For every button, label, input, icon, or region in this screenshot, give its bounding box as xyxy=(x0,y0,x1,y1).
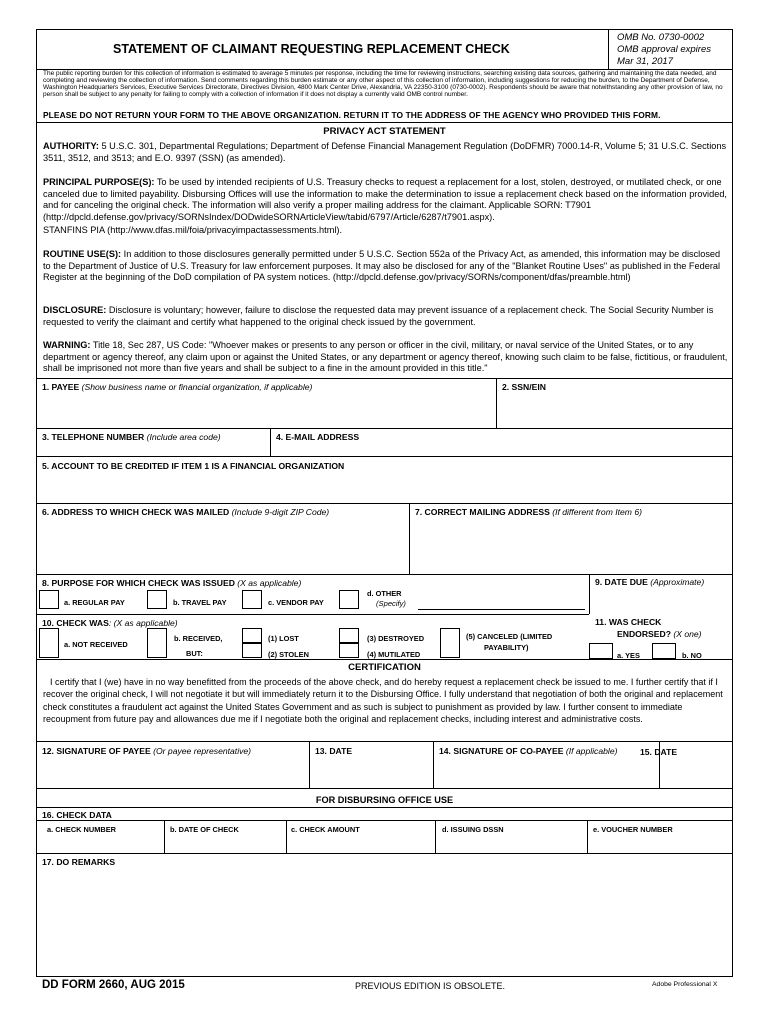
payee-signature-label: 12. SIGNATURE OF PAYEE (Or payee representative) xyxy=(42,746,252,756)
burden-statement: The public reporting burden for this collection of information is estimated to average 5 minutes per response, including the time for reviewing instructions, searching existing data sources, gathering and maintaining the data needed, and completing and reviewing the collection of information. Send comments regarding this burden estimate or any other aspect of this collection of information, including suggestions for reducing the burden, to the Department of Defense, Washington Headquarters Services, Executive Services Directorate, Directives Division, 4800 Mark Center Drive, Alexandria, VA 22350-3100 (0730-0002). Respondents should be aware that notwithstanding any other provision of law, no person shall be subject to any penalty for failing to comply with a collection of information if it does not display a currently valid OMB control number. xyxy=(43,70,723,98)
software-credit: Adobe Professional X xyxy=(652,981,718,988)
mailed-address-label: 6. ADDRESS TO WHICH CHECK WAS MAILED (Include 9-digit ZIP Code) xyxy=(42,507,330,517)
telephone-input[interactable] xyxy=(39,443,268,455)
date-15-input[interactable] xyxy=(662,760,729,786)
other-specify-input[interactable] xyxy=(419,592,585,608)
date-13-label: 13. DATE xyxy=(315,746,353,756)
ssn-label: 2. SSN/EIN xyxy=(502,382,546,392)
correct-address-label: 7. CORRECT MAILING ADDRESS (If different from Item 6) xyxy=(415,507,642,517)
endorsed-no-label: b. NO xyxy=(682,651,702,660)
form-id: DD FORM 2660, AUG 2015 xyxy=(42,979,185,991)
endorsed-no-checkbox[interactable] xyxy=(652,643,676,659)
authority-paragraph: AUTHORITY: 5 U.S.C. 301, Departmental Regulations; Department of Defense Financial Management Regulation (DoDFMR) 7000.14-R, Volume 5; 31 U.S.C. Sections 3511, 3512, and 3513; and E.O. 9397 (SSN) (as amended). xyxy=(43,141,727,163)
payee-label: 1. PAYEE (Show business name or financial organization, if applicable) xyxy=(42,382,313,392)
received-but-checkbox[interactable] xyxy=(147,628,167,658)
stolen-label: (2) STOLEN xyxy=(268,650,309,659)
check-number-input[interactable] xyxy=(39,836,162,852)
payee-input[interactable] xyxy=(39,395,494,425)
account-label: 5. ACCOUNT TO BE CREDITED IF ITEM 1 IS A FINANCIAL ORGANIZATION xyxy=(42,461,345,471)
regular-pay-checkbox[interactable] xyxy=(39,590,59,609)
payee-signature-input[interactable] xyxy=(39,760,307,786)
correct-address-input[interactable] xyxy=(412,520,729,572)
certification-text: I certify that I (we) have in no way benefitted from the proceeds of the above check, and do hereby request a replacement check be issued to me. I further certify that if I recover the original check, I will not negotiate it but will immediately return it to the Disbursing Office. I fully understand that negotiation of both the original and replacement check constitutes a fraudulent act against the United States Government and as such is subject to punishment as provided by law. I further consent to immediate recoupment from future pay and allowances due me if I negotiate both the original and replacement checks, including interest and administrative costs. xyxy=(43,677,723,725)
check-number-col: a. CHECK NUMBER xyxy=(47,825,116,834)
date-13-input[interactable] xyxy=(312,760,431,786)
date-15-label: 15. DATE xyxy=(640,747,678,757)
disclosure-paragraph: DISCLOSURE: Disclosure is voluntary; however, failure to disclose the requested data may prevent issuance of a replacement check. The Social Security Number is requested to verify the claimant and certify what happened to the original check issued by the government. xyxy=(43,305,714,327)
vendor-pay-label: c. VENDOR PAY xyxy=(268,598,324,607)
remarks-input[interactable] xyxy=(39,870,729,974)
endorsed-label-2: ENDORSED? (X one) xyxy=(617,629,702,639)
ssn-input[interactable] xyxy=(499,395,729,425)
endorsed-label: 11. WAS CHECK xyxy=(595,617,662,627)
stolen-checkbox[interactable] xyxy=(242,643,262,658)
destroyed-label: (3) DESTROYED xyxy=(367,634,425,643)
issuing-dssn-input[interactable] xyxy=(437,836,585,852)
endorsed-yes-checkbox[interactable] xyxy=(589,643,613,659)
not-received-label: a. NOT RECEIVED xyxy=(64,640,128,649)
received-label: b. RECEIVED, xyxy=(174,634,223,643)
stanfins-line: STANFINS PIA (http://www.dfas.mil/foia/privacyimpactassessments.html). xyxy=(43,225,343,235)
canceled-label: (5) CANCELED (LIMITED xyxy=(466,632,553,641)
date-of-check-input[interactable] xyxy=(166,836,284,852)
check-was-label: 10. CHECK WAS: (X as applicable) xyxy=(42,618,178,628)
check-data-label: 16. CHECK DATA xyxy=(42,810,112,820)
check-amount-input[interactable] xyxy=(288,836,433,852)
obsolete-notice: PREVIOUS EDITION IS OBSOLETE. xyxy=(355,981,506,991)
travel-pay-checkbox[interactable] xyxy=(147,590,167,609)
email-label: 4. E-MAIL ADDRESS xyxy=(276,432,360,442)
omb-date: Mar 31, 2017 xyxy=(617,56,673,67)
warning-paragraph: WARNING: Title 18, Sec 287, US Code: "Whoever makes or presents to any person or officer in the civil, military, or naval service of the United States, or to any department or agency thereof, any claim upon or against the United States, or any department or agency thereof, knowing such claim to be false, fictitious, or fraudulent, shall be imprisoned not more than five years and shall be subject to a fine in the amount provided in this title." xyxy=(43,340,728,374)
omb-number: OMB No. 0730-0002 xyxy=(617,32,705,43)
copayee-signature-label: 14. SIGNATURE OF CO-PAYEE (If applicable) xyxy=(439,746,618,756)
form-frame xyxy=(36,29,733,977)
omb-expires: OMB approval expires xyxy=(617,44,711,55)
remarks-label: 17. DO REMARKS xyxy=(42,857,116,867)
email-input[interactable] xyxy=(273,443,729,455)
received-but-label: BUT: xyxy=(186,649,203,658)
vendor-pay-checkbox[interactable] xyxy=(242,590,262,609)
lost-label: (1) LOST xyxy=(268,634,299,643)
voucher-number-input[interactable] xyxy=(589,836,729,852)
account-input[interactable] xyxy=(39,474,729,502)
voucher-number-col: e. VOUCHER NUMBER xyxy=(593,825,673,834)
issuing-dssn-col: d. ISSUING DSSN xyxy=(442,825,504,834)
payability-label: PAYABILITY) xyxy=(484,643,529,652)
endorsed-yes-label: a. YES xyxy=(617,651,640,660)
mutilated-checkbox[interactable] xyxy=(339,643,359,658)
mailed-address-input[interactable] xyxy=(39,520,407,572)
not-received-checkbox[interactable] xyxy=(39,628,59,658)
telephone-label: 3. TELEPHONE NUMBER (Include area code) xyxy=(42,432,221,442)
canceled-checkbox[interactable] xyxy=(440,628,460,658)
form-title: STATEMENT OF CLAIMANT REQUESTING REPLACEMENT CHECK xyxy=(113,42,510,56)
purpose-paragraph: PRINCIPAL PURPOSE(S): To be used by intended recipients of U.S. Treasury checks to request a replacement for a lost, stolen, destroyed, or mutilated check, or one canceled due to limited payability. Disbursing Offices will use the information to make the determination to issue a replacement check based on the information provided, and for canceling the original check. The information will also verify a proper mailing address for the claimant. Applicable SORN: T7901 (http://dpcld.defense.gov/privacy/SORNsIndex/DODwideSORNArticleView/tabid/6797/Article/6287/t7901.aspx). xyxy=(43,177,727,222)
other-label: d. OTHER xyxy=(367,589,402,598)
routine-use-paragraph: ROUTINE USE(S): In addition to those disclosures generally permitted under 5 U.S.C. Section 552a of the Privacy Act, as amended, this information may be disclosed to the Department of Justice of U.S. Treasury for law enforcement purposes. It may also be disclosed for any of the "Blanket Routine Uses" as published in the Federal Register at the beginning of the DoD compilation of PA system notices. (http://dpcld.defense.gov/privacy/SORNs/component/dfas/preamble.html) xyxy=(43,249,721,283)
mutilated-label: (4) MUTILATED xyxy=(367,650,421,659)
date-due-input[interactable] xyxy=(592,590,729,610)
copayee-signature-input[interactable] xyxy=(436,760,657,786)
check-amount-col: c. CHECK AMOUNT xyxy=(291,825,360,834)
date-due-label: 9. DATE DUE (Approximate) xyxy=(595,577,705,587)
disbursing-title: FOR DISBURSING OFFICE USE xyxy=(315,795,454,805)
purpose-issued-label: 8. PURPOSE FOR WHICH CHECK WAS ISSUED (X as applicable) xyxy=(42,578,302,588)
date-of-check-col: b. DATE OF CHECK xyxy=(170,825,239,834)
certification-title: CERTIFICATION xyxy=(348,662,421,673)
destroyed-checkbox[interactable] xyxy=(339,628,359,643)
lost-checkbox[interactable] xyxy=(242,628,262,643)
privacy-title: PRIVACY ACT STATEMENT xyxy=(323,126,446,137)
other-specify-hint: (Specify) xyxy=(376,599,406,608)
return-warning: PLEASE DO NOT RETURN YOUR FORM TO THE ABOVE ORGANIZATION. RETURN IT TO THE ADDRESS OF THE AGENCY WHO PROVIDED THIS FORM. xyxy=(43,110,661,120)
other-checkbox[interactable] xyxy=(339,590,359,609)
travel-pay-label: b. TRAVEL PAY xyxy=(173,598,227,607)
regular-pay-label: a. REGULAR PAY xyxy=(64,598,125,607)
